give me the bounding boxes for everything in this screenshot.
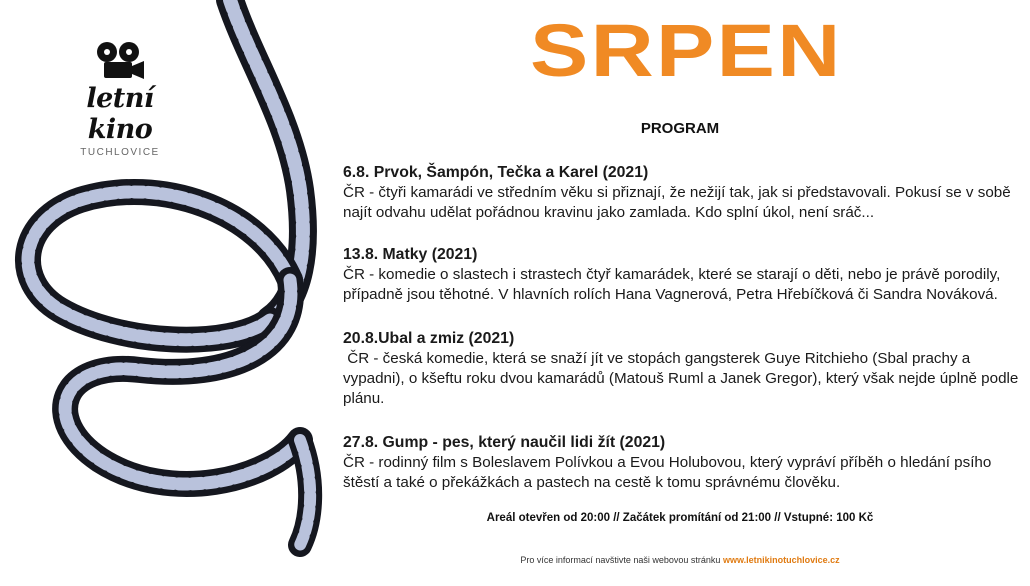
film-entry — [343, 245, 1028, 305]
film-entry — [343, 329, 1028, 409]
month-title: SRPEN — [530, 9, 843, 92]
website-note — [380, 555, 980, 565]
film-entry — [343, 433, 1028, 493]
film-description: ČR - rodinný film s Boleslavem Polívkou a Evou Holubovou, který vypráví příběh o hledání psího štěstí a také o překážkách a pastech na cestě k tomu správnému člověku. — [343, 454, 992, 491]
opening-info: Areál otevřen od 20:00 // Začátek promítání od 21:00 // Vstupné: 100 Kč — [486, 512, 874, 524]
film-heading: 6.8. Prvok, Šampón, Tečka a Karel (2021) — [343, 164, 649, 181]
website-prefix: Pro více informací navštivte naši webovou stránku — [520, 555, 721, 565]
film-entry — [343, 163, 1028, 223]
film-description: ČR - česká komedie, která se snaží jít ve stopách gangsterek Guye Ritchieho (Sbal prachy a vypadni), o kšeftu roku dvou kamarádů (Matouš Ruml a Janek Gregor), který však nejde úplně podle plánu. — [343, 350, 1023, 407]
film-description: ČR - čtyři kamarádi ve středním věku si přiznají, že nežijí tak, jak si představovali. Pokusí se v sobě najít odvahu udělat pořádnou kravinu jako zamlada. Kdo splní úkol, není sráč... — [343, 184, 1011, 221]
film-description: ČR - komedie o slastech i strastech čtyř kamarádek, které se starají o děti, nebo je právě porodily, případně jsou těhotné. V hlavních rolích Hana Vagnerová, Petra Hřebíčková či Sandra Nováková. — [343, 266, 1001, 303]
logo-subtitle: TUCHLOVICE — [80, 147, 160, 158]
logo — [55, 40, 185, 158]
film-heading: 27.8. Gump - pes, který naučil lidi žít (2021) — [343, 434, 666, 451]
logo-name: letní kino — [86, 83, 154, 145]
film-heading: 20.8.Ubal a zmiz (2021) — [343, 330, 515, 347]
film-heading: 13.8. Matky (2021) — [343, 246, 478, 263]
program-label: PROGRAM — [640, 120, 720, 137]
website-link[interactable]: www.letnikinotuchlovice.cz — [722, 555, 840, 565]
film-projector-icon — [90, 40, 150, 84]
